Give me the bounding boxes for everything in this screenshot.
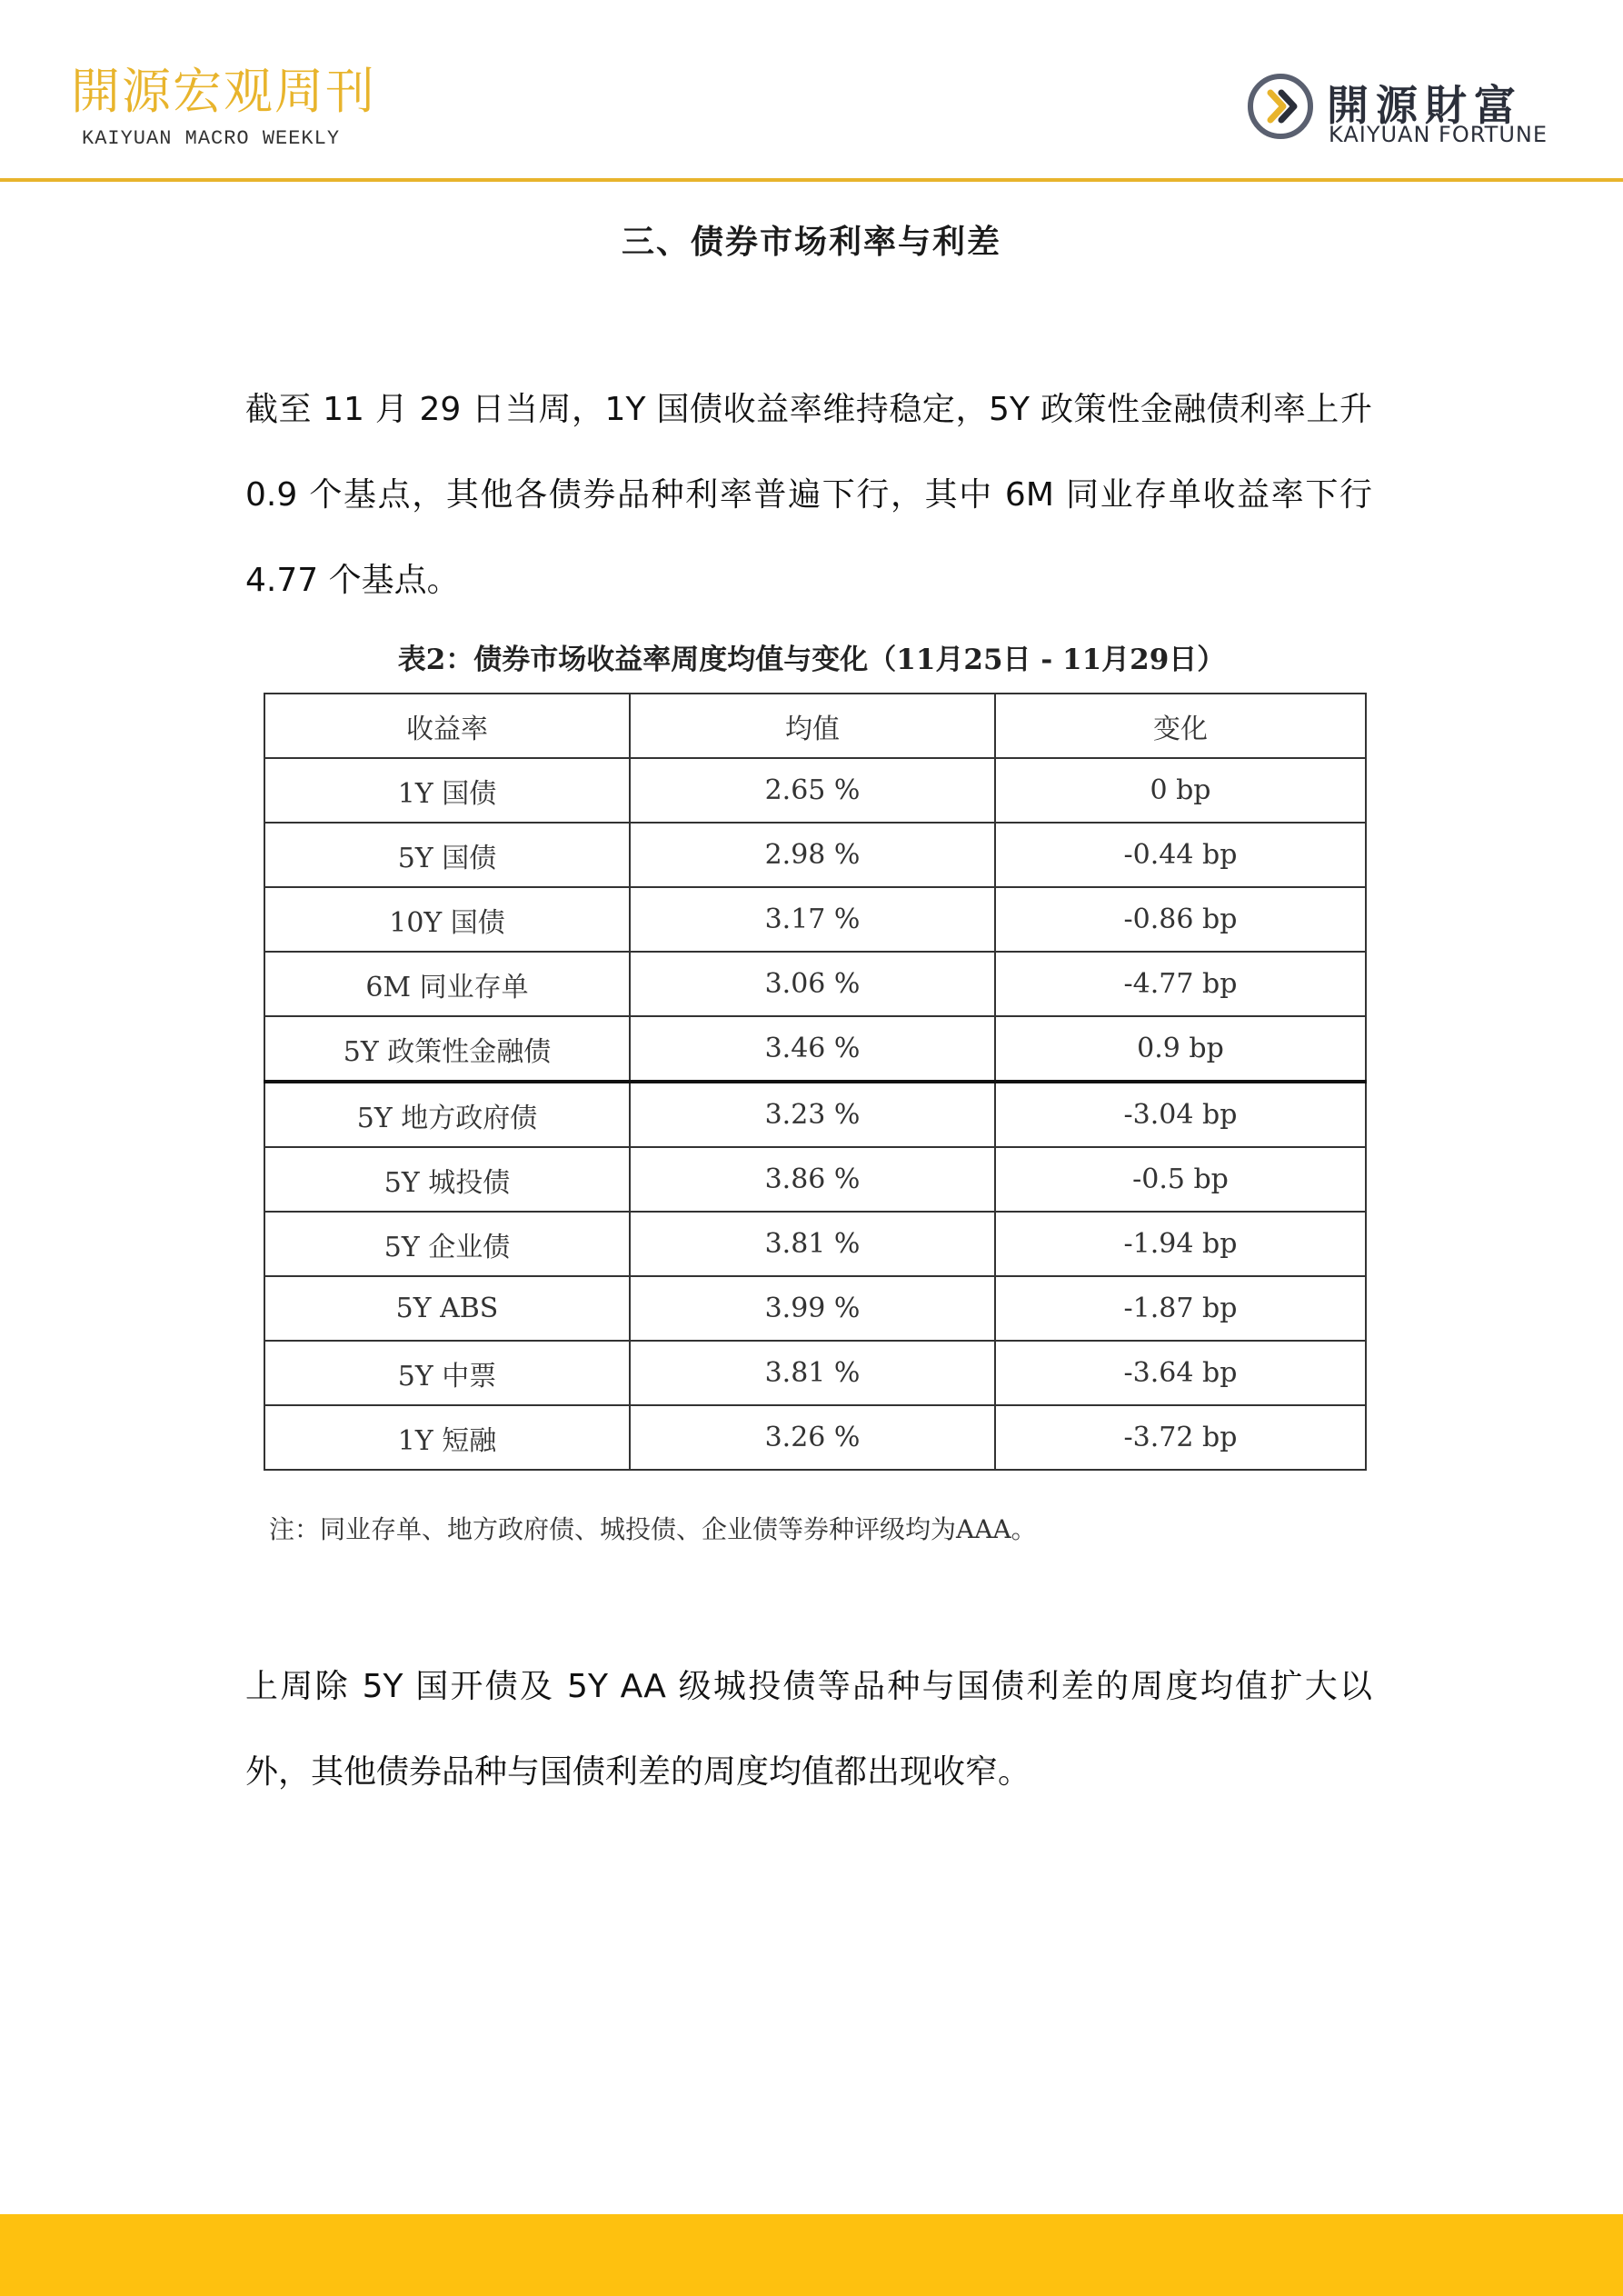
cell-average: 3.81 % (630, 1341, 995, 1405)
cell-average: 3.23 % (630, 1082, 995, 1147)
cell-change: -1.87 bp (995, 1276, 1366, 1341)
table-row (264, 758, 1366, 823)
cell-change: -3.72 bp (995, 1405, 1366, 1470)
cell-change: 0.9 bp (995, 1016, 1366, 1082)
paragraph-rates-summary: 截至 11 月 29 日当周，1Y 国债收益率维持稳定，5Y 政策性金融债利率上升 0.9 个基点，其他各债券品种利率普遍下行，其中 6M 同业存单收益率下行 4.77 个基点。 (245, 391, 1372, 599)
brand-title-cn: 開源宏观周刊 (71, 63, 376, 120)
table-caption: 表2：债券市场收益率周度均值与变化（11月25日 - 11月29日） (397, 644, 1226, 676)
cell-instrument: 5Y 国债 (264, 823, 630, 887)
cell-average: 3.46 % (630, 1016, 995, 1082)
kaiyuan-logo-icon (1245, 71, 1316, 142)
cell-change: -0.86 bp (995, 887, 1366, 952)
table-row (264, 1147, 1366, 1212)
cell-instrument: 5Y 中票 (264, 1341, 630, 1405)
cell-instrument: 5Y ABS (264, 1276, 630, 1341)
cell-instrument: 1Y 国债 (264, 758, 630, 823)
table-row (264, 1212, 1366, 1276)
header-change: 变化 (995, 694, 1366, 758)
cell-change: -3.04 bp (995, 1082, 1366, 1147)
cell-change: 0 bp (995, 758, 1366, 823)
cell-change: -0.44 bp (995, 823, 1366, 887)
section-title: 三、债券市场利率与利差 (621, 224, 1001, 261)
table-header-row (264, 694, 1366, 758)
table-row (264, 1341, 1366, 1405)
paragraph-spreads-summary: 上周除 5Y 国开债及 5Y AA 级城投债等品种与国债利差的周度均值扩大以外，其他债券品种与国债利差的周度均值都出现收窄。 (245, 1668, 1372, 1791)
brand-title-en: KAIYUAN MACRO WEEKLY (82, 127, 341, 150)
cell-average: 3.06 % (630, 952, 995, 1016)
cell-average: 3.81 % (630, 1212, 995, 1276)
cell-average: 3.86 % (630, 1147, 995, 1212)
cell-average: 3.26 % (630, 1405, 995, 1470)
cell-average: 3.17 % (630, 887, 995, 952)
bond-yield-table (264, 693, 1367, 1471)
cell-change: -0.5 bp (995, 1147, 1366, 1212)
table-row (264, 1082, 1366, 1147)
cell-change: -4.77 bp (995, 952, 1366, 1016)
header-average: 均值 (630, 694, 995, 758)
cell-average: 2.98 % (630, 823, 995, 887)
company-logo (1236, 62, 1563, 153)
table-row (264, 1016, 1366, 1082)
table-row (264, 823, 1366, 887)
table-row (264, 887, 1366, 952)
footer-band (0, 2214, 1623, 2296)
table-row (264, 1405, 1366, 1470)
cell-instrument: 10Y 国债 (264, 887, 630, 952)
page-header (0, 0, 1623, 180)
cell-change: -3.64 bp (995, 1341, 1366, 1405)
cell-instrument: 5Y 企业债 (264, 1212, 630, 1276)
header-yield: 收益率 (264, 694, 630, 758)
table-row (264, 1276, 1366, 1341)
cell-instrument: 1Y 短融 (264, 1405, 630, 1470)
logo-text-cn: 開源財富 (1327, 81, 1523, 130)
cell-average: 2.65 % (630, 758, 995, 823)
cell-instrument: 5Y 城投债 (264, 1147, 630, 1212)
cell-instrument: 5Y 政策性金融债 (264, 1016, 630, 1082)
table-row (264, 952, 1366, 1016)
logo-text-en: KAIYUAN FORTUNE (1329, 122, 1548, 147)
header-divider (0, 178, 1623, 182)
table-footnote: 注：同业存单、地方政府债、城投债、企业债等券种评级均为AAA。 (269, 1514, 1037, 1544)
cell-average: 3.99 % (630, 1276, 995, 1341)
cell-instrument: 5Y 地方政府债 (264, 1082, 630, 1147)
cell-instrument: 6M 同业存单 (264, 952, 630, 1016)
cell-change: -1.94 bp (995, 1212, 1366, 1276)
